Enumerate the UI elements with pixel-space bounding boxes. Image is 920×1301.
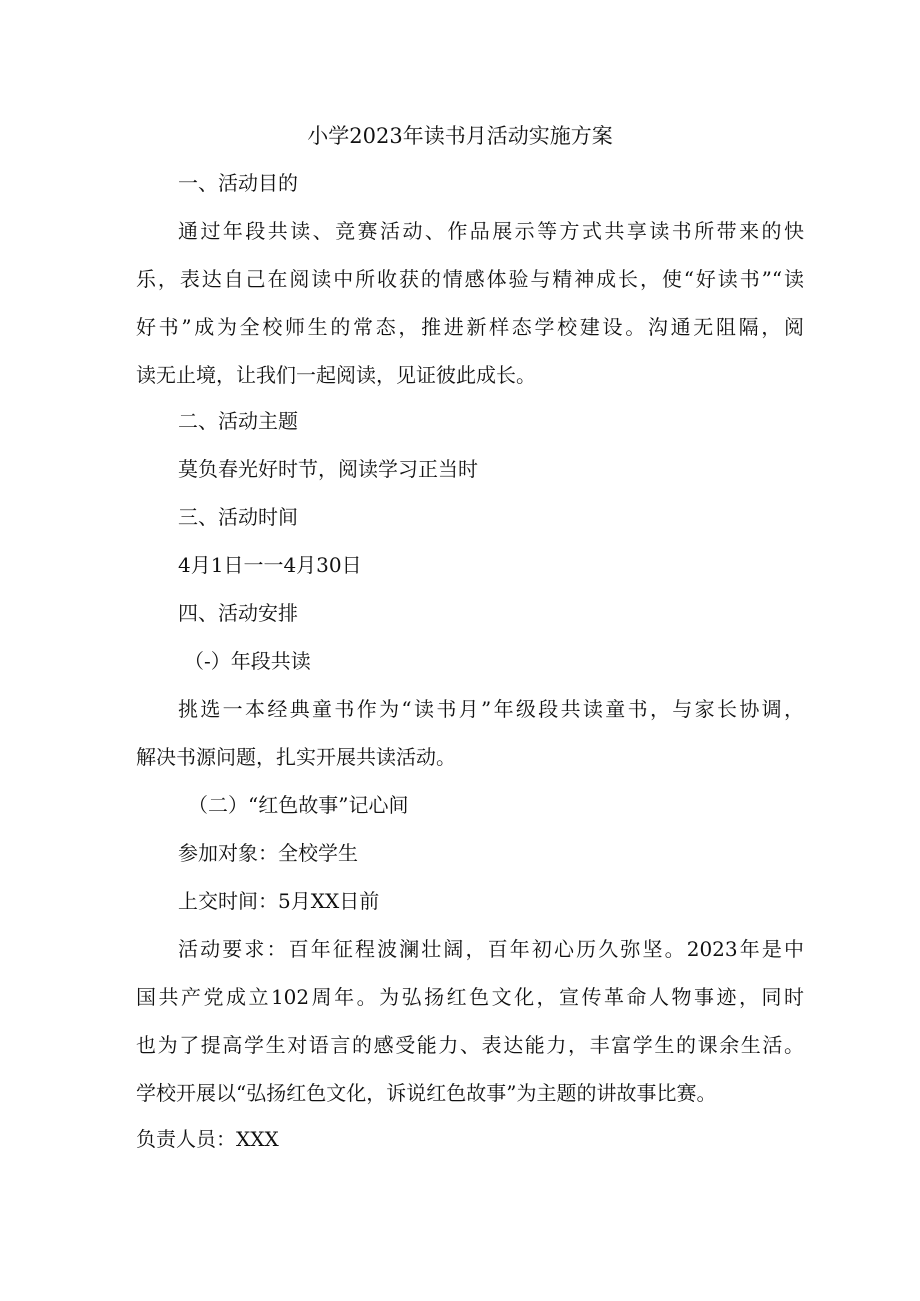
purpose-paragraph	[136, 207, 804, 399]
section-heading-arrangement: 四、活动安排	[178, 601, 298, 625]
document-title: 小学2023年读书月活动实施方案	[307, 124, 613, 148]
paragraph-line: 通过年段共读、竞赛活动、作品展示等方式共享读书所带来的快	[178, 219, 804, 243]
paragraph-line: 活动要求：百年征程波澜壮阔，百年初心历久弥坚。2023年是中	[178, 937, 804, 961]
paragraph-line: 也为了提高学生对语言的感受能力、表达能力，丰富学生的课余生活。	[136, 1033, 804, 1057]
paragraph-line: 读无止境，让我们一起阅读，见证彼此成长。	[136, 363, 536, 387]
subsection-heading-red-stories: （二）“红色故事”记心间	[188, 793, 409, 817]
paragraph-line: 乐，表达自己在阅读中所收获的情感体验与精神成长，使“好读书”“读	[136, 267, 804, 291]
section-heading-theme: 二、活动主题	[178, 409, 298, 433]
grade-reading-paragraph	[136, 685, 804, 781]
paragraph-line: 好书”成为全校师生的常态，推进新样态学校建设。沟通无阻隔，阅	[136, 315, 804, 339]
submit-time-text: 上交时间：5月XX日前	[178, 889, 380, 913]
paragraph-line: 国共产党成立102周年。为弘扬红色文化，宣传革命人物事迹，同时	[136, 985, 804, 1009]
section-heading-purpose: 一、活动目的	[178, 171, 298, 195]
subsection-heading-grade-reading: （-）年段共读	[184, 649, 311, 673]
time-text: 4月1日一一4月30日	[178, 553, 362, 577]
paragraph-line: 解决书源问题，扎实开展共读活动。	[136, 745, 456, 769]
participants-text: 参加对象：全校学生	[178, 841, 358, 865]
theme-text: 莫负春光好时节，阅读学习正当时	[178, 457, 478, 481]
responsible-text: 负责人员：XXX	[136, 1127, 279, 1151]
paragraph-line: 学校开展以“弘扬红色文化，诉说红色故事”为主题的讲故事比赛。	[136, 1081, 717, 1105]
requirements-paragraph	[136, 925, 804, 1117]
paragraph-line: 挑选一本经典童书作为“读书月”年级段共读童书，与家长协调，	[178, 697, 804, 721]
section-heading-time: 三、活动时间	[178, 505, 298, 529]
